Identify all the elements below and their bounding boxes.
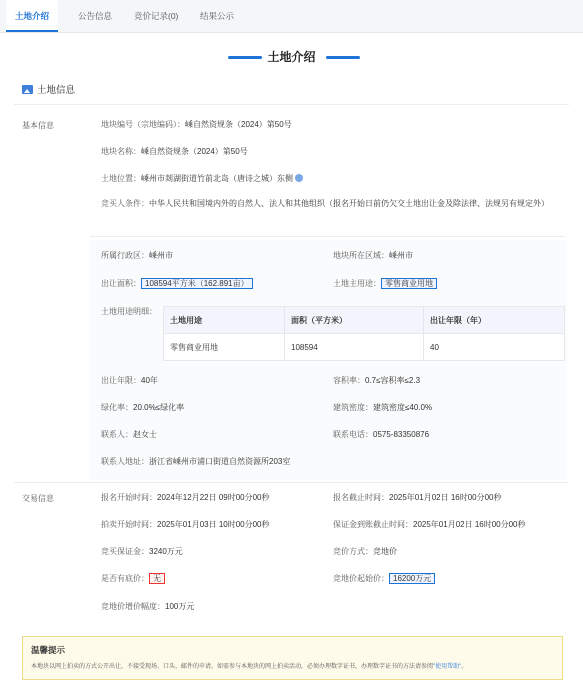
- auction-start-row: [101, 519, 270, 530]
- address-row: [101, 456, 290, 467]
- auction-start-value: 2025年01月03日 10时00分00秒: [157, 520, 270, 529]
- address-value: 浙江省嵊州市浦口街道自然资源所203室: [149, 457, 291, 466]
- deposit-key: 竞买保证金：: [101, 547, 149, 556]
- table-header: 土地用途: [164, 307, 285, 334]
- density-row: [333, 402, 432, 413]
- table-cell: 108594: [285, 334, 424, 361]
- density-key: 建筑密度：: [333, 403, 373, 412]
- notice-title: 温馨提示: [31, 645, 66, 655]
- transfer-area-row: [101, 278, 253, 289]
- reg-end-row: [333, 492, 502, 503]
- deposit-value: 3240万元: [149, 547, 183, 556]
- parcel-name-key: 地块名称：: [101, 147, 141, 156]
- title-bar-right: [326, 56, 360, 59]
- address-key: 联系人地址：: [101, 457, 149, 466]
- contact-value: 赵女士: [133, 430, 157, 439]
- years-value: 40年: [141, 376, 158, 385]
- divider: [14, 482, 569, 483]
- tab-bar: [0, 0, 583, 33]
- image-icon: [22, 85, 33, 94]
- main-use-key: 土地主用途：: [333, 279, 381, 288]
- auction-start-key: 拍卖开始时间：: [101, 520, 157, 529]
- increment-row: [101, 601, 194, 612]
- notice-box: [22, 636, 563, 680]
- deposit-end-key: 保证金到账截止时间：: [333, 520, 413, 529]
- location-row: [101, 173, 303, 184]
- area-region-key: 地块所在区域：: [333, 251, 389, 260]
- table-cell: 40: [424, 334, 565, 361]
- main-use-row: [333, 278, 437, 289]
- phone-row: [333, 429, 429, 440]
- start-price-value: 16200万元: [389, 573, 435, 584]
- area-region-row: [333, 250, 413, 261]
- years-key: 出让年限：: [101, 376, 141, 385]
- green-value: 20.0%≤绿化率: [133, 403, 185, 412]
- basic-info-label: 基本信息: [22, 121, 54, 130]
- deposit-row: [101, 546, 183, 557]
- tab-announcement[interactable]: 公告信息: [78, 11, 113, 21]
- phone-key: 联系电话：: [333, 430, 373, 439]
- notice-text: [31, 661, 467, 670]
- reg-start-row: [101, 492, 270, 503]
- land-use-table: [163, 306, 565, 361]
- info-heading: [22, 82, 75, 96]
- deposit-end-value: 2025年01月02日 16时00分00秒: [413, 520, 526, 529]
- notice-body: 本地块以网上拍卖的方式公开出让，不接受现场、口头、邮件的申请。如需参与本地块的网上拍卖活动，必须办理数字证书，办理数字证书的方法请参阅: [31, 664, 434, 670]
- district-key: 所属行政区：: [101, 251, 149, 260]
- far-row: [333, 375, 420, 386]
- tab-results[interactable]: 结果公示: [200, 11, 235, 21]
- parcel-no-row: [101, 119, 292, 130]
- tab-bid-records[interactable]: 竞价记录(0): [134, 11, 179, 21]
- transfer-area-value: 108594平方米（162.891亩）: [141, 278, 253, 289]
- main-use-value: 零售商业用地: [381, 278, 437, 289]
- contact-row: [101, 429, 157, 440]
- reg-end-value: 2025年01月02日 16时00分00秒: [389, 493, 502, 502]
- info-heading-label: 土地信息: [37, 85, 76, 96]
- use-detail-label: 土地用途明细：: [101, 307, 157, 316]
- reg-start-value: 2024年12月22日 09时00分00秒: [157, 493, 270, 502]
- notice-end: 。: [461, 664, 468, 670]
- start-price-row: [333, 573, 435, 584]
- increment-key: 竞地价增价幅度：: [101, 602, 165, 611]
- location-value: 嵊州市剡湖街道竹前北岛（唐诗之城）东侧: [141, 174, 293, 183]
- reserve-key: 是否有底价：: [101, 574, 149, 583]
- phone-value: 0575-83350876: [373, 430, 430, 439]
- table-cell: 零售商业用地: [164, 334, 285, 361]
- parcel-no-key: 地块编号（宗地编码）：: [101, 120, 185, 129]
- section-title: 土地介绍: [267, 50, 316, 64]
- district-value: 嵊州市: [149, 251, 173, 260]
- method-key: 竞价方式：: [333, 547, 373, 556]
- method-row: [333, 546, 397, 557]
- transfer-area-key: 出让面积：: [101, 279, 141, 288]
- reg-end-key: 报名截止时间：: [333, 493, 389, 502]
- district-row: [101, 250, 173, 261]
- table-header-row: [164, 307, 565, 334]
- bidder-key: 竞买人条件：: [101, 199, 149, 208]
- divider: [90, 236, 565, 237]
- method-value: 竞地价: [373, 547, 397, 556]
- start-price-key: 竞地价起始价：: [333, 574, 389, 583]
- divider: [14, 104, 569, 105]
- parcel-no-value: 嵊自然资规条（2024）第50号: [185, 120, 292, 129]
- parcel-name-row: [101, 146, 248, 157]
- tab-land-intro[interactable]: 土地介绍: [6, 0, 58, 32]
- deposit-end-row: [333, 519, 526, 530]
- years-row: [101, 375, 158, 386]
- table-row: [164, 334, 565, 361]
- help-link[interactable]: "使用帮助": [433, 664, 462, 670]
- area-region-value: 嵊州市: [389, 251, 413, 260]
- density-value: 建筑密度≤40.0%: [373, 403, 433, 412]
- contact-key: 联系人：: [101, 430, 133, 439]
- increment-value: 100万元: [165, 602, 195, 611]
- far-value: 0.7≤容积率≤2.3: [365, 376, 421, 385]
- table-header: 面积（平方米）: [285, 307, 424, 334]
- bidder-row: [101, 197, 566, 210]
- bidder-value: 中华人民共和国境内外的自然人、法人和其他组织（报名开始日前仍欠交土地出让金及除法律、法规另有规定外）: [149, 199, 549, 208]
- parcel-name-value: 嵊自然资规条（2024）第50号: [141, 147, 248, 156]
- trade-info-label: 交易信息: [22, 494, 54, 503]
- green-row: [101, 402, 184, 413]
- map-pin-icon[interactable]: [295, 174, 303, 182]
- green-key: 绿化率：: [101, 403, 133, 412]
- far-key: 容积率：: [333, 376, 365, 385]
- reserve-row: [101, 573, 165, 584]
- location-key: 土地位置：: [101, 174, 141, 183]
- reg-start-key: 报名开始时间：: [101, 493, 157, 502]
- reserve-value: 无: [149, 573, 165, 584]
- table-header: 出让年限（年）: [424, 307, 565, 334]
